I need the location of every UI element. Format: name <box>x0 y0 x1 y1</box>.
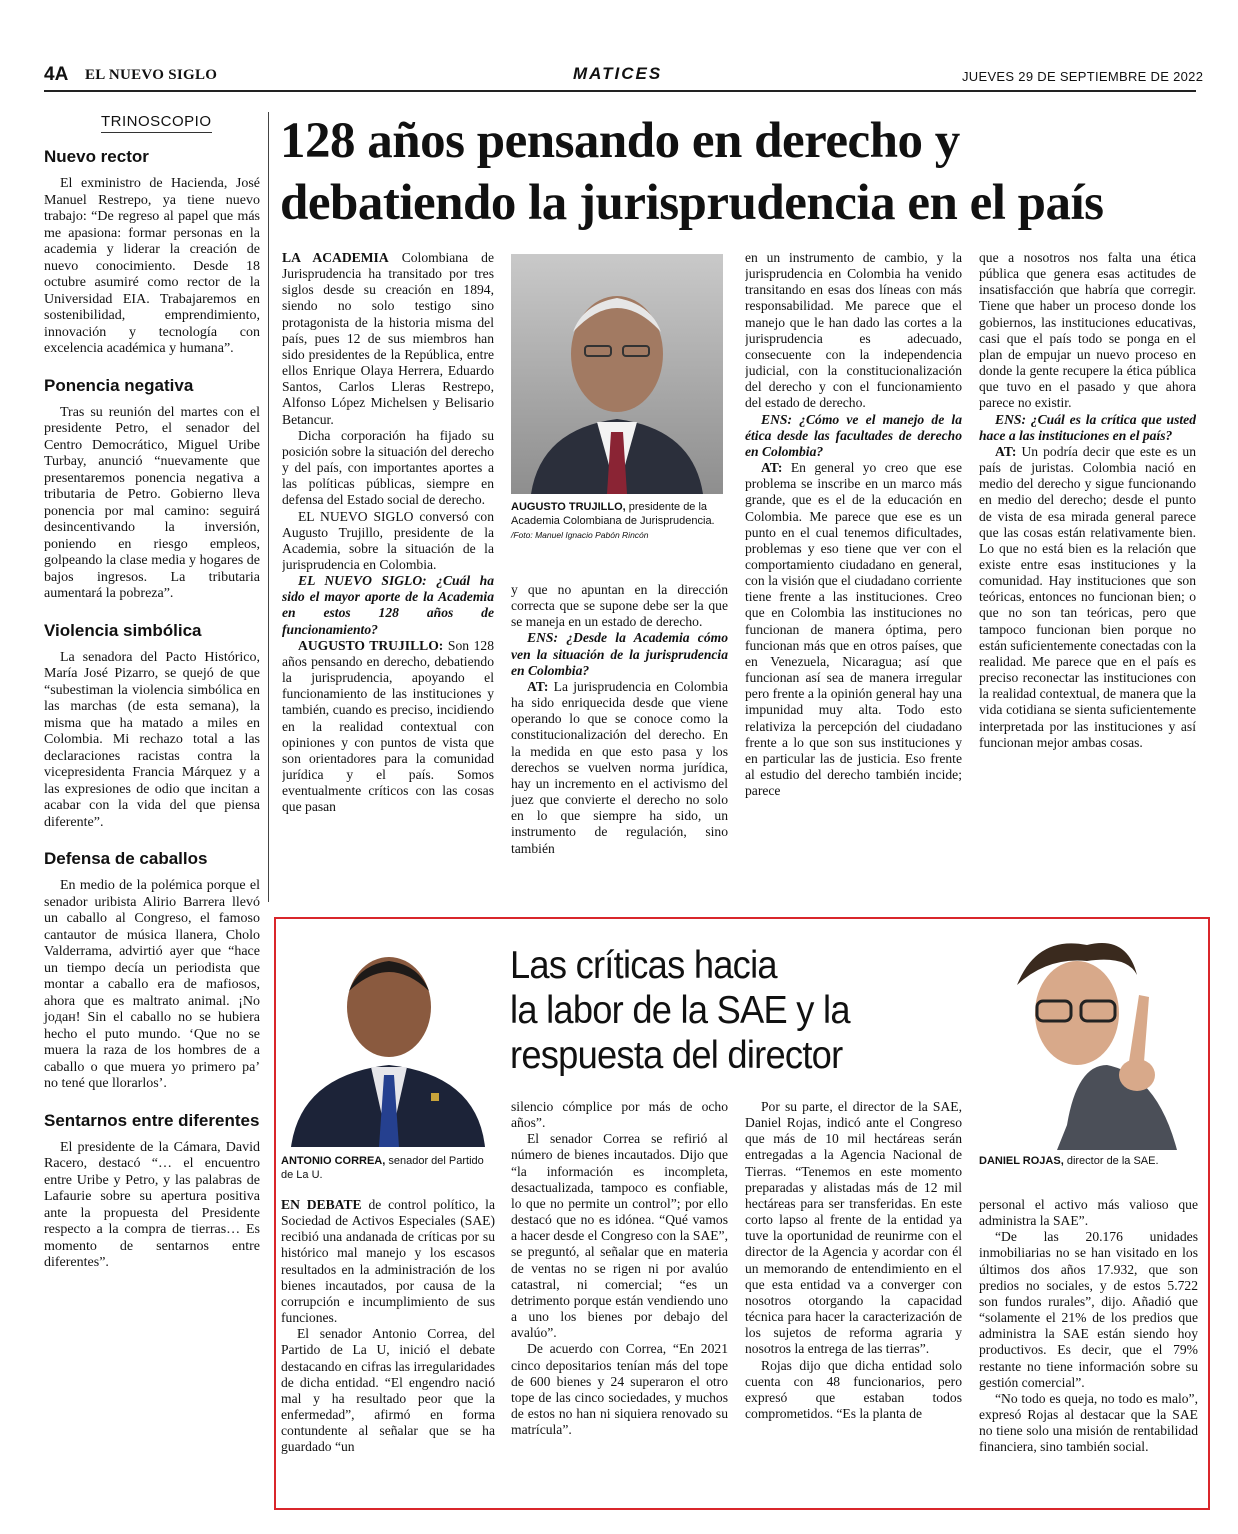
headline-line: la labor de la SAE y la <box>510 989 850 1032</box>
question: ENS: ¿Desde la Academia cómo ven la situación de la jurisprudencia en Colombia? <box>511 630 728 678</box>
article-column <box>511 582 728 886</box>
question: ENS: ¿Cómo ve el manejo de la ética desde las facultades de derecho en Colombia? <box>745 411 962 459</box>
caption-text: presidente de la Academia Colombiana de Jurisprudencia. <box>511 501 715 527</box>
sidebar-item <box>44 372 260 603</box>
sidebar-item-text: El exministro de Hacienda, José Manuel Restrepo, ya tiene nuevo trabajo: “De regreso al papel que más me apasiona: formar personas en la academia y liderar la creación de nuevo conocimiento. Desde 18 octubre asumiré como rector de la Universidad EIA. Trabajaremos en sostenibilidad, emprendimiento, innovación y tecnología con excelencia académica y humana”. <box>44 176 260 356</box>
paragraph: en un instrumento de cambio, y la jurisprudencia en Colombia ha venido transitando en esas dos líneas con más responsabilidad. Me parece que el manejo que le han dado las cortes a la jurisprudencia es adecuado, consecuente con la independencia judicial, con la constitucionalización del derecho y con el funcionamiento del estado de derecho. <box>745 250 962 411</box>
article-column <box>979 250 1196 886</box>
photo-caption <box>511 500 723 542</box>
article-column <box>745 250 962 886</box>
sidebar-item-text: En medio de la polémica porque el senador uribista Alirio Barrera llevó un caballo al Congreso, el famoso cantautor de música llanera, Cholo Valderrama, advirtió ayer que “hace un tiempo decía un periodista que montar a caballo era de mafiosos, ahora que es maltrato animal. ¡No joдан! Sin el caballo no se hubiera hecho el puto mundo. ‘Que no se muera la raza de los hombres de a caballo o que muera yo primero pa’ no tené que llorarlos’. <box>44 878 260 1091</box>
caption-text: director de la SAE. <box>1066 1155 1159 1167</box>
paragraph: El senador Antonio Correa, del Partido de La U, inició el debate destacando en cifras las irregularidades de dicha entidad. “El engendro nació mal y ha resultado peor que la enfermedad”, afirmó en forma contundente al señalar que se ha guardado “un <box>281 1326 495 1455</box>
paragraph: personal el activo más valioso que administra la SAE”. <box>979 1197 1198 1229</box>
photo-caption <box>979 1154 1201 1168</box>
portrait-illustration <box>281 925 493 1147</box>
headline-line: respuesta del director <box>510 1034 843 1077</box>
lead-in: AT: <box>527 678 549 694</box>
sidebar-item <box>44 1107 260 1272</box>
paragraph: “No todo es queja, no todo es malo”, expresó Rojas al destacar que la SAE no tiene solo una misión de rentabilidad financiera, sino también social. <box>979 1390 1198 1455</box>
sidebar-item-text: El presidente de la Cámara, David Racero, destacó “… el encuentro entre Uribe y Petro, y las palabras de Lafaurie sobre su apertura positiva ante la propuesta del Presidente respecto a la compra de tierras… Es momento de sentarnos entre diferentes”. <box>44 1139 260 1270</box>
photo-credit: /Foto: Manuel Ignacio Pabón Rincón <box>511 530 649 540</box>
headline-line: Las críticas hacia <box>510 944 777 987</box>
photo-caption <box>281 1154 493 1182</box>
sidebar-item-title: Nuevo rector <box>44 147 149 166</box>
article-headline <box>280 110 1200 234</box>
headline-line: debatiendo la jurisprudencia en el país <box>280 175 1104 231</box>
page-date: JUEVES 29 DE SEPTIEMBRE DE 2022 <box>962 69 1204 84</box>
lead-in: LA ACADEMIA <box>282 250 389 265</box>
sidebar-item <box>44 845 260 1093</box>
paragraph: AUGUSTO TRUJILLO: Son 128 años pensando en derecho, debatiendo la jurisprudencia, apoyando el funcionamiento de las instituciones y también, cuando es preciso, incidiendo en la realidad contextual con opiniones y con puntos de vista que son orientadores para la comunidad jurídica y el país. Somos eventualmente críticos con las cosas que pasan <box>282 637 494 815</box>
portrait-photo <box>977 925 1199 1150</box>
paragraph: Rojas dijo que dicha entidad solo cuenta con 48 funcionarios, pero expresó que estaban todos comprometidos. “Es la planta de <box>745 1357 962 1421</box>
column-divider <box>268 112 269 902</box>
article-column <box>281 1197 495 1500</box>
sidebar-item-text: Tras su reunión del martes con el presidente Petro, el senador del Centro Democrático, Miguel Uribe Turbay, anunció “nuevamente que presentaremos ponencia negativa a tributaria de Petro. Gobierno lleva ponencia por mal camino: seguirá desincentivando la inversión, poniendo en riesgo empleos, golpeando la clase media y hogares de bajos ingresos. La tributaria aumentará la pobreza”. <box>44 404 260 601</box>
article-column <box>745 1099 962 1500</box>
paragraph: AT: Un podría decir que este es un país de juristas. Colombia nació en medio del derecho y sigue funcionando en medio del derecho; desde el punto de vista de esa mirada general parece que las cosas están relativamente bien. Lo que no está bien es la relación que existe entre esas instituciones y la comunidad. Hay instituciones que son teóricas, entonces no funcionan bien; o que no son tan teóricas, pero que tampoco funcionan bien porque no están suficientemente conectadas con la realidad. Me parece que en el país es preciso reconectar las instituciones con la realidad contextual, de manera que la vida cotidiana se sienta suficientemente interpretada por las instituciones y así funcionan mejor ambas cosas. <box>979 443 1196 750</box>
paragraph: que a nosotros nos falta una ética pública que genera esas actitudes de insatisfacción que habría que corregir. Tiene que haber un proceso donde los gobiernos, las instituciones educativas, casi que el país todo se ponga en el plan de empujar un nuevo proceso en donde la gente recupere la ética pública que tuvo en el pasado y que ahora parece no existir. <box>979 250 1196 411</box>
paragraph: EN DEBATE de control político, la Sociedad de Activos Especiales (SAE) recibió una andanada de críticas por su histórico mal manejo y los escasos resultados en la administración de los bienes incautados, por causa de la corrupción e incumplimiento de sus funciones. <box>281 1197 495 1326</box>
sidebar <box>44 143 260 1286</box>
sidebar-item-title: Violencia simbólica <box>44 620 202 640</box>
lead-in: AT: <box>761 460 783 476</box>
lead-in: EN DEBATE <box>281 1197 362 1212</box>
lead-in: AUGUSTO TRUJILLO: <box>298 637 444 653</box>
portrait-photo <box>281 925 493 1147</box>
caption-name: ANTONIO CORREA, <box>281 1155 386 1167</box>
question: EL NUEVO SIGLO: ¿Cuál ha sido el mayor aporte de la Academia en estos 128 años de funcionamiento? <box>282 573 494 637</box>
caption-name: AUGUSTO TRUJILLO, <box>511 501 626 513</box>
paragraph: AT: La jurisprudencia en Colombia ha sido enriquecida desde que viene operando lo que se conoce como la constitucionalización del derecho. En la medida en que esto pasa y los derechos se vuelven norma jurídica, hay un incremento en el activismo del juez que convierte el derecho no solo en lo que siempre ha sido, un instrumento de regulación, sino también <box>511 678 728 856</box>
sidebar-item <box>44 143 260 358</box>
page-number: 4A <box>44 64 69 85</box>
sidebar-item-title: Defensa de caballos <box>44 849 208 868</box>
paragraph: El senador Correa se refirió al número de bienes incautados. Dijo que “la información es incompleta, desactualizada, tampoco es confiable, lo que no permite un control”; por ello destacó que no es idónea. “Qué vamos a hacer desde el Congreso con la SAE”, se preguntó, al señalar que en materia de ventas no se rigen ni por avalúo catastral, ni comercial; “es un detrimento porque están vendiendo uno a uno los bienes por debajo del avalúo”. <box>511 1131 728 1341</box>
paper-name: EL NUEVO SIGLO <box>85 67 218 83</box>
section-name: MATICES <box>573 64 663 83</box>
paragraph: AT: En general yo creo que ese problema se inscribe en un marco más grande, que es el de la educación en Colombia. Me parece que ese es un punto en el cual tenemos dificultades, problemas y eso tiene que ver con el comportamiento ciudadano en general, con la visión que el ciudadano corriente tiene frente a las instituciones. Creo que en Colombia las instituciones no funcionan de manera óptima, pero funcionan más que en otros países, que en Venezuela, Nicaragua; así que funcionan así sea de manera irregular pero frente a la opinión general hay una impunidad muy alta. Todo esto relativiza la percepción del ciudadano frente a lo que son sus instituciones y en particular las de justicia. Eso frente al estudio del derecho también incide; parece <box>745 460 962 799</box>
caption-text: senador del Partido de La U. <box>281 1155 484 1181</box>
question: ENS: ¿Cuál es la crítica que usted hace a las instituciones en el país? <box>979 411 1196 443</box>
paragraph: Por su parte, el director de la SAE, Daniel Rojas, indicó ante el Congreso que más de 10 mil hectáreas serán entregadas a la Agencia Nacional de Tierras. “Tenemos en este momento preparadas y alistadas más de 12 mil hectáreas para ser transferidas. En este corto lapso al frente de la entidad ya tuve la oportunidad de reunirme con el director de la Agencia y acordar con él un memorando de entendimiento en el que esta entidad va a converger con nosotros otorgando la capacidad técnica para hacer la caracterización de los sujetos de reforma agraria y nosotros la entrega de las tierras”. <box>745 1099 962 1357</box>
paragraph: EL NUEVO SIGLO conversó con Augusto Trujillo, presidente de la Academia, sobre la situación de la jurisprudencia en Colombia. <box>282 508 494 572</box>
paragraph: y que no apuntan en la dirección correcta que se supone debe ser la que se maneja en un estado de derecho. <box>511 582 728 630</box>
headline-line: 128 años pensando en derecho y <box>280 113 960 169</box>
paragraph: Dicha corporación ha fijado su posición sobre la situación del derecho y del país, con importantes aportes a las políticas públicas, siempre en defensa del Estado social de derecho. <box>282 427 494 508</box>
portrait-illustration <box>511 254 723 494</box>
sidebar-item-title: Ponencia negativa <box>44 375 194 395</box>
article-column <box>511 1099 728 1500</box>
sidebar-item-title: Sentarnos entre diferentes <box>44 1110 260 1130</box>
article-column <box>282 250 494 886</box>
caption-name: DANIEL ROJAS, <box>979 1155 1064 1167</box>
portrait-photo <box>511 254 723 494</box>
paragraph: De acuerdo con Correa, “En 2021 cinco depositarios tenían más del tope de 600 bienes y 24 superaron el otro tope de las cinco sociedades, y muchos de estos no han ni siquiera renovado su matrícula”. <box>511 1341 728 1438</box>
paragraph: LA ACADEMIA Colombiana de Jurisprudencia ha transitado por tres siglos desde su creación en 1894, siendo no solo testigo sino protagonista de la historia misma del país, pues 12 de sus miembros han sido presidentes de la República, entre ellos Enrique Olaya Herrera, Eduardo Santos, Carlos Lleras Restrepo, Alfonso López Michelsen y Belisario Betancur. <box>282 250 494 427</box>
article-headline <box>510 943 929 1078</box>
sidebar-item-text: La senadora del Pacto Histórico, María José Pizarro, se quejó de que “subestiman la violencia simbólica en las marchas (de esta semana), la misma que ha matado a miles en Colombia. Mi rechazo total a las declaraciones racistas contra la vicepresidenta Francia Márquez y a las expresiones de odio que incitan a acabar con la vida del que piensa diferente”. <box>44 649 260 830</box>
sidebar-label: TRINOSCOPIO <box>101 113 212 133</box>
lead-in: AT: <box>995 443 1017 459</box>
portrait-illustration <box>977 925 1199 1150</box>
paragraph: “De las 20.176 unidades inmobiliarias no se han visitado en los últimos dos años 17.932, que son predios no sociales, y de estos 5.722 son fundos rurales”, dijo. Añadió que “solamente el 21% de los predios que administra la SAE están siendo hoy productivos. Es decir, que el 79% restante no tiene información sobre su gestión comercial”. <box>979 1229 1198 1390</box>
paragraph: silencio cómplice por más de ocho años”. <box>511 1099 728 1131</box>
article-column <box>979 1197 1198 1500</box>
header-rule <box>44 90 1196 92</box>
sidebar-item <box>44 617 260 832</box>
